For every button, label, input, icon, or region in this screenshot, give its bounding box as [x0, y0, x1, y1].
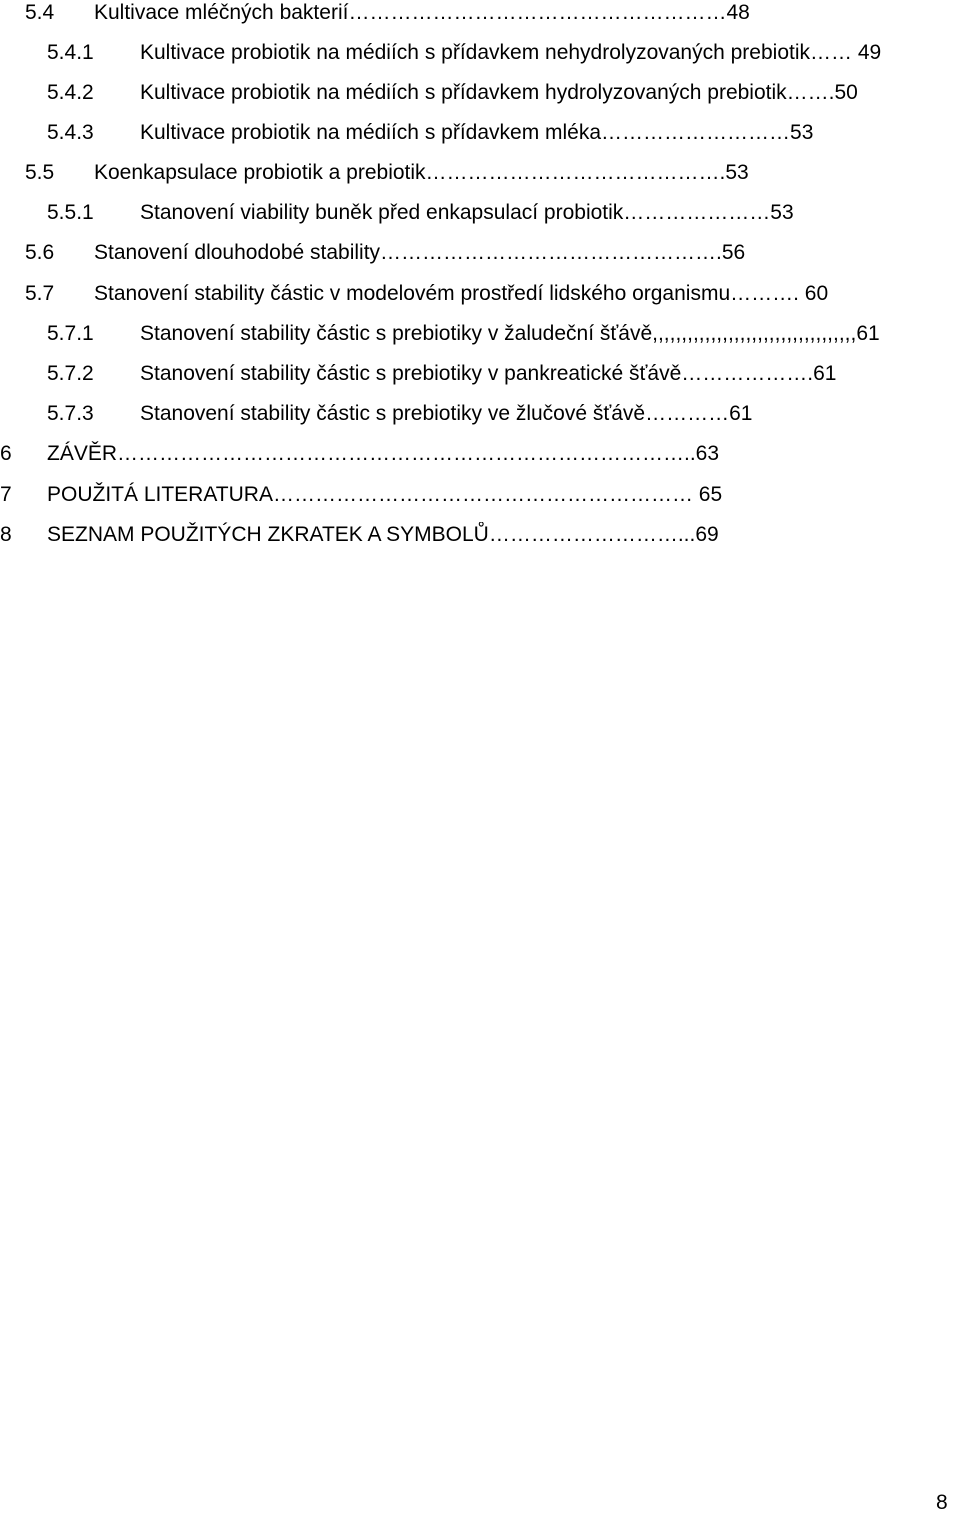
toc-entry-text: Stanovení dlouhodobé stability………………………………………….56: [94, 241, 746, 264]
toc-entry-number: 5.6: [25, 241, 55, 264]
toc-entry-text: Koenkapsulace probiotik a prebiotik…………………………………….53: [94, 161, 749, 184]
toc-entry-number: 6: [0, 442, 12, 465]
toc-entry-number: 5.4: [25, 1, 55, 24]
toc-entry-text: POUŽITÁ LITERATURA…………………………………………………… 65: [47, 483, 723, 506]
toc-entry: [0, 240, 960, 280]
toc-entry: [0, 0, 960, 40]
toc-entry: [0, 200, 960, 240]
toc-entry-number: 5.7.2: [47, 362, 94, 385]
toc-entry-text: Kultivace probiotik na médiích s přídavkem mléka………………………53: [140, 121, 814, 144]
toc-entry-number: 5.4.2: [47, 81, 94, 104]
toc-entry-number: 8: [0, 523, 12, 546]
toc-entry-text: Stanovení stability částic s prebiotiky v žaludeční šťávě,,,,,,,,,,,,,,,,,,,,,,,,,,,,,,,,,,,61: [140, 322, 880, 345]
toc-entry-number: 5.5: [25, 161, 55, 184]
toc-entry: [0, 482, 960, 522]
toc-entry-text: Kultivace probiotik na médiích s přídavkem nehydrolyzovaných prebiotik…… 49: [140, 41, 882, 64]
toc-entry-number: 5.4.3: [47, 121, 94, 144]
toc-entry: [0, 80, 960, 120]
toc-entry-number: 5.5.1: [47, 201, 94, 224]
toc-entry-text: SEZNAM POUŽITÝCH ZKRATEK A SYMBOLŮ………………………...69: [47, 523, 719, 546]
page-number: 8: [936, 1491, 948, 1514]
toc-entry: [0, 321, 960, 361]
toc-entry-text: Stanovení viability buněk před enkapsulací probiotik…………………53: [140, 201, 794, 224]
toc-entry-text: Kultivace mléčných bakterií………………………………………………48: [94, 1, 750, 24]
toc-entry-number: 5.4.1: [47, 41, 94, 64]
toc-entry-text: Stanovení stability částic v modelovém prostředí lidského organismu………. 60: [94, 282, 829, 305]
toc-entry: [0, 281, 960, 321]
toc-entry: [0, 361, 960, 401]
toc-entry-text: ZÁVĚR………………………………………………………………………..63: [47, 442, 720, 465]
toc-entry-number: 5.7: [25, 282, 55, 305]
toc-entry-text: Kultivace probiotik na médiích s přídavkem hydrolyzovaných prebiotik…….50: [140, 81, 858, 104]
toc-entry: [0, 441, 960, 481]
toc-entry-number: 5.7.1: [47, 322, 94, 345]
toc-entry-text: Stanovení stability částic s prebiotiky ve žlučové šťávě…………61: [140, 402, 753, 425]
toc-entry: [0, 120, 960, 160]
toc-entry: [0, 160, 960, 200]
toc-entry-text: Stanovení stability částic s prebiotiky v pankreatické šťávě……………….61: [140, 362, 837, 385]
toc-entry-number: 7: [0, 483, 12, 506]
toc-entry: [0, 522, 960, 562]
toc-entry: [0, 401, 960, 441]
toc-entry: [0, 40, 960, 80]
toc-entry-number: 5.7.3: [47, 402, 94, 425]
